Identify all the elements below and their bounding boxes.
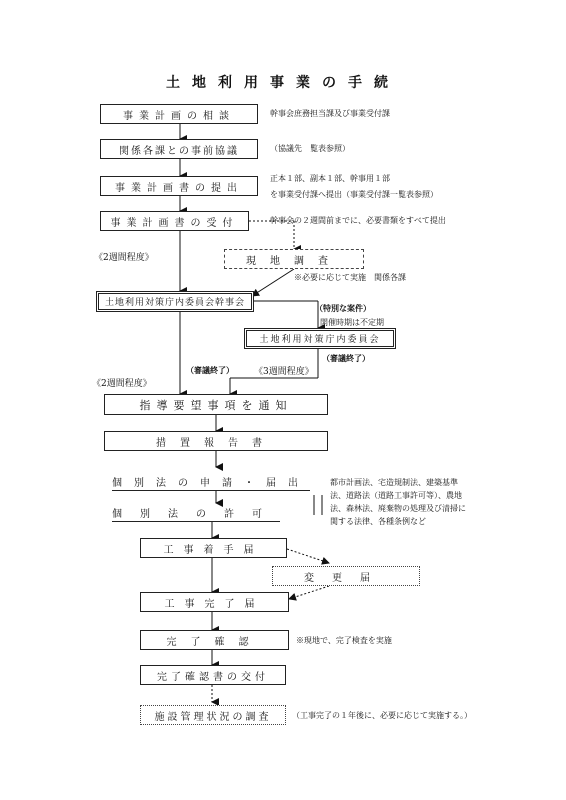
note-consult: 幹事会庶務担当課及び事業受付課 xyxy=(270,109,390,118)
note-laws-1: 都市計画法、宅造規制法、建築基準 xyxy=(330,478,458,487)
label-special-case: （特別な案件） xyxy=(315,303,371,313)
step-measure-report: 措置報告書 xyxy=(104,431,328,451)
step-prior-consultation: 関係各課との事前協議 xyxy=(100,139,258,159)
step-submit: 事業計画書の提出 xyxy=(100,176,258,196)
step-certificate-issue: 完了確認書の交付 xyxy=(140,665,286,685)
step-site-survey: 現地調査 xyxy=(224,249,364,269)
label-two-weeks-2: 《2週間程度》 xyxy=(92,379,152,389)
note-laws-2: 法、道路法（道路工事許可等）、農地 xyxy=(330,491,462,500)
note-inspection: （工事完了の１年後に、必要に応じて実施する。） xyxy=(292,711,472,720)
step-change-notice: 変更届 xyxy=(272,566,420,586)
step-accept: 事業計画書の受付 xyxy=(100,211,249,231)
note-irregular: 開催時期は不定期 xyxy=(320,318,384,327)
step-construction-start: 工事着手届 xyxy=(140,538,287,558)
label-deliberation-end-2: （審議終了） xyxy=(322,353,370,363)
step-completion-check: 完了確認 xyxy=(140,630,289,650)
note-laws-4: 関する法律、各種条例など xyxy=(330,517,426,526)
step-individual-law-application: 個別法の申請・届出 xyxy=(112,474,310,491)
step-facility-inspection: 施設管理状況の調査 xyxy=(140,705,286,725)
note-prior: （協議先 覧表参照） xyxy=(270,144,350,153)
note-confirm: ※現地で、完了検査を実施 xyxy=(296,636,392,645)
note-laws-3: 法、森林法、廃棄物の処理及び清掃に xyxy=(330,504,466,513)
note-submit-2: を事業受付課へ提出（事業受付課一覧表参照） xyxy=(270,190,438,199)
note-survey: ※必要に応じて実施 関係各課 xyxy=(294,273,406,282)
step-consult: 事業計画の相談 xyxy=(100,104,258,124)
step-executive-council: 土地利用対策庁内委員会幹事会 xyxy=(96,291,254,312)
label-three-weeks: 《3週間程度》 xyxy=(254,367,314,377)
label-two-weeks-1: 《2週間程度》 xyxy=(94,253,154,263)
page-title: 土地利用事業の手続 xyxy=(166,75,400,91)
label-deliberation-end-1: （審議終了） xyxy=(186,365,234,375)
step-individual-law-permit: 個別法の許可 xyxy=(112,505,280,522)
note-submit-1: 正本１部、副本１部、幹事用１部 xyxy=(270,174,390,183)
step-committee: 土地利用対策庁内委員会 xyxy=(244,328,396,349)
step-construction-complete: 工事完了届 xyxy=(140,592,289,612)
note-accept: 幹事会の２週間前までに、必要書類をすべて提出 xyxy=(270,216,446,225)
step-notify-requirements: 指導要望事項を通知 xyxy=(104,394,328,415)
